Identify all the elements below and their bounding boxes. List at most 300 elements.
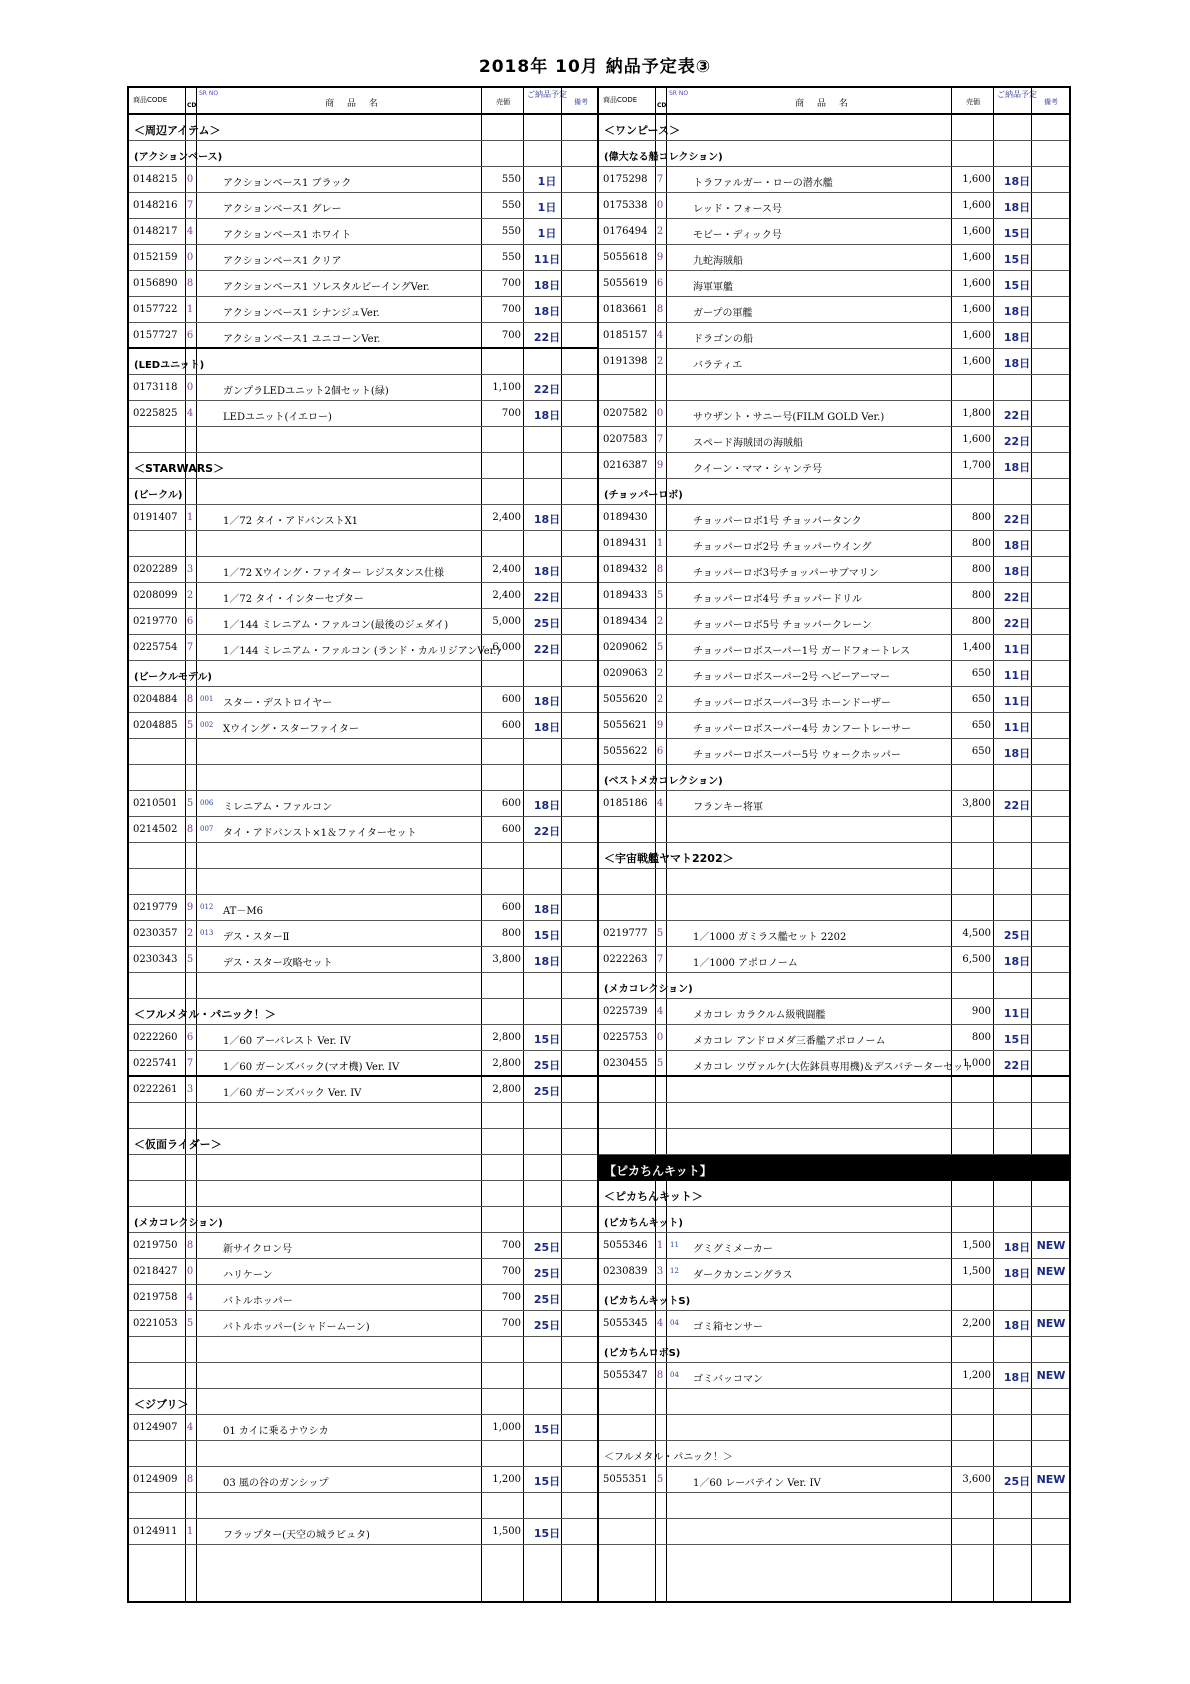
product-name: バラティエ: [693, 360, 743, 371]
section-row: [599, 1181, 1069, 1207]
section-row: [599, 479, 1069, 505]
table-row: [599, 791, 1069, 817]
delivery-date: 25日: [533, 1059, 561, 1072]
product-price: 800: [971, 512, 991, 523]
empty-row: [599, 869, 1069, 895]
section-row: [599, 1207, 1069, 1233]
product-name: バトルホッパー: [223, 1296, 293, 1307]
check-digit: 3: [656, 1266, 664, 1277]
section-row: [129, 115, 597, 141]
product-price: 1,600: [962, 434, 991, 445]
table-header: [129, 88, 597, 115]
product-price: 700: [501, 278, 521, 289]
table-row: [129, 167, 597, 193]
series-number: 11: [670, 1241, 679, 1249]
product-price: 700: [501, 408, 521, 419]
series-number: 012: [200, 903, 214, 911]
product-name: チョッパーロボ4号 チョッパードリル: [693, 594, 862, 605]
product-name: メカコレ アンドロメダ三番艦アポロノーム: [693, 1036, 886, 1047]
table-header: [599, 88, 1069, 115]
section-row: [599, 1337, 1069, 1363]
delivery-date: 18日: [533, 799, 561, 812]
delivery-date: 18日: [533, 513, 561, 526]
product-price: 2,800: [492, 1032, 521, 1043]
check-digit: 8: [186, 694, 194, 705]
product-price: 2,400: [492, 590, 521, 601]
product-name: 海軍軍艦: [693, 282, 733, 293]
product-code: 0189430: [603, 512, 648, 523]
product-price: 800: [971, 564, 991, 575]
check-digit: 7: [186, 1058, 194, 1069]
table-row: [129, 817, 597, 843]
table-row: [129, 947, 597, 973]
product-code: 0202289: [133, 564, 178, 575]
product-code: 0225754: [133, 642, 178, 653]
table-row: [129, 1415, 597, 1441]
empty-row: [129, 1103, 597, 1129]
section-row: [129, 453, 597, 479]
header-cd: CD: [657, 102, 667, 109]
product-name: 1／72 タイ・アドバンストX1: [223, 516, 359, 527]
table-row: [599, 947, 1069, 973]
table-row: [599, 401, 1069, 427]
product-code: 0204884: [133, 694, 178, 705]
check-digit: 2: [656, 694, 664, 705]
empty-row: [129, 765, 597, 791]
table-row: [129, 1311, 597, 1337]
check-digit: 6: [656, 746, 664, 757]
product-price: 1,200: [492, 1474, 521, 1485]
product-name: デス・スター攻略セット: [223, 958, 333, 969]
product-name: 1／60 ガーンズバック Ver. IV: [223, 1088, 362, 1099]
product-name: 1／144 ミレニアム・ファルコン(最後のジェダイ): [223, 620, 449, 631]
product-name: チョッパーロボ5号 チョッパークレーン: [693, 620, 872, 631]
check-digit: 0: [186, 174, 194, 185]
category-label: ＜ジブリ＞: [134, 1398, 189, 1411]
product-price: 650: [971, 720, 991, 731]
product-code: 0208099: [133, 590, 178, 601]
table-row: [129, 557, 597, 583]
delivery-date: 18日: [1003, 357, 1031, 370]
category-label: ＜宇宙戦艦ヤマト2202＞: [604, 852, 734, 865]
check-digit: 5: [186, 1318, 194, 1329]
delivery-date: 22日: [533, 331, 561, 344]
table-row: [599, 1051, 1069, 1077]
product-name: 03 風の谷のガンシップ: [223, 1478, 329, 1489]
product-price: 4,500: [962, 928, 991, 939]
product-name: 1／60 ガーンズバック(マオ機) Ver. IV: [223, 1062, 400, 1073]
product-code: 5055621: [603, 720, 648, 731]
check-digit: 2: [656, 668, 664, 679]
product-name: 01 カイに乗るナウシカ: [223, 1426, 329, 1437]
subcategory-label: (メカコレクション): [604, 984, 693, 995]
product-name: メカコレ カラクルム級戦闘艦: [693, 1010, 826, 1021]
product-name: グミグミメーカー: [693, 1244, 773, 1255]
table-row: [129, 323, 597, 349]
check-digit: 9: [656, 460, 664, 471]
table-row: [129, 193, 597, 219]
empty-row: [599, 1493, 1069, 1519]
product-price: 700: [501, 1318, 521, 1329]
table-row: [129, 895, 597, 921]
header-note: 備考: [574, 98, 588, 106]
note-badge: NEW: [1036, 1239, 1066, 1252]
check-digit: 1: [656, 1240, 664, 1251]
delivery-date: 18日: [1003, 565, 1031, 578]
note-badge: NEW: [1036, 1317, 1066, 1330]
table-row: [599, 1467, 1069, 1493]
check-digit: 7: [186, 642, 194, 653]
left-table: [127, 86, 599, 1603]
empty-row: [599, 895, 1069, 921]
empty-row: [599, 1415, 1069, 1441]
delivery-date: 25日: [533, 1319, 561, 1332]
section-row: [129, 1129, 597, 1155]
product-price: 1,700: [962, 460, 991, 471]
product-code: 5055347: [603, 1370, 648, 1381]
product-name: スター・デストロイヤー: [223, 698, 333, 709]
subcategory-label: (メカコレクション): [134, 1218, 223, 1229]
product-code: 0221053: [133, 1318, 178, 1329]
product-name: モビー・ディック号: [693, 230, 782, 241]
table-row: [129, 609, 597, 635]
product-price: 1,500: [962, 1240, 991, 1251]
product-name: チョッパーロボスーパー2号 ヘビーアーマー: [693, 672, 891, 683]
delivery-date: 11日: [1003, 721, 1031, 734]
product-name: フランキー将軍: [693, 802, 763, 813]
empty-row: [599, 1389, 1069, 1415]
product-price: 1,600: [962, 226, 991, 237]
header-price: 売価: [966, 98, 980, 106]
subcategory-label: (ベストメカコレクション): [604, 776, 723, 787]
product-price: 1,800: [962, 408, 991, 419]
product-name: チョッパーロボスーパー3号 ホーンドーザー: [693, 698, 892, 709]
product-name: アクションベース1 ユニコーンVer.: [223, 334, 381, 345]
product-price: 2,400: [492, 564, 521, 575]
header-date: ご納品予定: [527, 90, 567, 99]
empty-row: [129, 973, 597, 999]
empty-row: [129, 427, 597, 453]
page-title: 2018年 10月 納品予定表③: [478, 57, 712, 77]
table-row: [129, 297, 597, 323]
product-name: 九蛇海賊船: [693, 256, 743, 267]
product-code: 0222261: [133, 1084, 178, 1095]
delivery-date: 18日: [1003, 331, 1031, 344]
header-code: 商品CODE: [603, 96, 638, 104]
product-code: 0124909: [133, 1474, 178, 1485]
series-number: 04: [670, 1319, 679, 1327]
table-row: [129, 687, 597, 713]
check-digit: 3: [186, 564, 194, 575]
product-price: 600: [501, 824, 521, 835]
product-price: 2,200: [962, 1318, 991, 1329]
product-price: 1,600: [962, 356, 991, 367]
delivery-date: 18日: [533, 565, 561, 578]
product-code: 0225739: [603, 1006, 648, 1017]
product-code: 0148217: [133, 226, 178, 237]
product-name: 1／60 レーバテイン Ver. IV: [693, 1478, 821, 1489]
header-sr: SR NO: [199, 90, 219, 97]
empty-row: [129, 739, 597, 765]
empty-row: [129, 1363, 597, 1389]
product-price: 650: [971, 668, 991, 679]
product-name: アクションベース1 グレー: [223, 204, 342, 215]
check-digit: 4: [656, 1006, 664, 1017]
check-digit: 1: [656, 538, 664, 549]
product-name: ガープの軍艦: [693, 308, 753, 319]
table-row: [599, 193, 1069, 219]
delivery-date: 18日: [1003, 539, 1031, 552]
check-digit: 1: [186, 512, 194, 523]
table-row: [599, 1233, 1069, 1259]
delivery-date: 22日: [1003, 1059, 1031, 1072]
right-table: [597, 86, 1071, 1603]
delivery-date: 18日: [1003, 305, 1031, 318]
category-label: ＜ピカちんキット＞: [604, 1190, 703, 1203]
table-row: [599, 557, 1069, 583]
check-digit: 4: [186, 1422, 194, 1433]
delivery-date: 25日: [533, 1293, 561, 1306]
check-digit: 8: [186, 1240, 194, 1251]
product-price: 800: [971, 1032, 991, 1043]
product-code: 0176494: [603, 226, 648, 237]
product-code: 0209063: [603, 668, 648, 679]
check-digit: 5: [656, 642, 664, 653]
product-code: 0219758: [133, 1292, 178, 1303]
delivery-date: 22日: [1003, 799, 1031, 812]
delivery-date: 15日: [1003, 227, 1031, 240]
product-code: 0219770: [133, 616, 178, 627]
delivery-date: 18日: [1003, 461, 1031, 474]
delivery-date: 22日: [533, 643, 561, 656]
table-row: [129, 505, 597, 531]
product-code: 0124907: [133, 1422, 178, 1433]
product-code: 0230839: [603, 1266, 648, 1277]
product-name: 1／1000 アポロノーム: [693, 958, 798, 969]
delivery-date: 15日: [533, 1033, 561, 1046]
delivery-date: 11日: [533, 253, 561, 266]
delivery-date: 18日: [1003, 1241, 1031, 1254]
table-row: [599, 531, 1069, 557]
product-price: 1,200: [962, 1370, 991, 1381]
table-row: [599, 1311, 1069, 1337]
category-label: ＜周辺アイテム＞: [134, 124, 221, 137]
table-row: [599, 1025, 1069, 1051]
product-name: チョッパーロボスーパー4号 カンフートレーサー: [693, 724, 911, 735]
section-row: [599, 765, 1069, 791]
product-name: ミレニアム・ファルコン: [223, 802, 333, 813]
product-name: ゴミバッコマン: [693, 1374, 763, 1385]
table-row: [599, 713, 1069, 739]
table-row: [129, 1259, 597, 1285]
check-digit: 5: [186, 798, 194, 809]
product-name: AT－M6: [223, 906, 263, 917]
delivery-date: 18日: [1003, 201, 1031, 214]
subcategory-label: (ピカちんキット): [604, 1218, 683, 1229]
note-badge: NEW: [1036, 1265, 1066, 1278]
table-row: [129, 921, 597, 947]
table-row: [129, 375, 597, 401]
header-cd: CD: [187, 102, 197, 109]
section-row: [129, 999, 597, 1025]
delivery-date: 25日: [533, 1241, 561, 1254]
product-code: 0207582: [603, 408, 648, 419]
section-row: [129, 661, 597, 687]
product-name: メカコレ ツヴァルケ(大佐鉢員専用機)＆デスバテーターセット: [693, 1062, 974, 1073]
check-digit: 4: [186, 1292, 194, 1303]
product-name: チョッパーロボ2号 チョッパーウイング: [693, 542, 872, 553]
table-row: [599, 167, 1069, 193]
product-price: 1,000: [492, 1422, 521, 1433]
product-price: 900: [971, 1006, 991, 1017]
product-code: 0189433: [603, 590, 648, 601]
product-name: クイーン・ママ・シャンテ号: [693, 464, 823, 475]
empty-row: [129, 1493, 597, 1519]
product-price: 1,600: [962, 278, 991, 289]
table-row: [599, 1363, 1069, 1389]
delivery-date: 18日: [533, 305, 561, 318]
check-digit: 9: [656, 720, 664, 731]
category-label: ＜フルメタル・パニック！＞: [134, 1008, 276, 1021]
delivery-date: 18日: [533, 279, 561, 292]
product-price: 6,000: [492, 642, 521, 653]
empty-row: [599, 1077, 1069, 1103]
product-price: 800: [971, 590, 991, 601]
product-code: 0185186: [603, 798, 648, 809]
product-name: ドラゴンの船: [693, 334, 753, 345]
product-price: 600: [501, 798, 521, 809]
product-code: 0210501: [133, 798, 178, 809]
delivery-date: 18日: [533, 955, 561, 968]
section-row: [129, 141, 597, 167]
product-name: アクションベース1 シナンジュVer.: [223, 308, 380, 319]
table-row: [599, 687, 1069, 713]
product-price: 700: [501, 1266, 521, 1277]
product-name: トラファルガー・ローの潜水艦: [693, 178, 833, 189]
product-code: 0230343: [133, 954, 178, 965]
table-row: [129, 1519, 597, 1545]
delivery-date: 25日: [1003, 929, 1031, 942]
product-name: アクションベース1 ブラック: [223, 178, 352, 189]
check-digit: 1: [186, 304, 194, 315]
series-number: 04: [670, 1371, 679, 1379]
product-price: 3,800: [492, 954, 521, 965]
check-digit: 2: [656, 616, 664, 627]
product-code: 5055620: [603, 694, 648, 705]
check-digit: 6: [186, 1032, 194, 1043]
product-code: 0175298: [603, 174, 648, 185]
check-digit: 1: [186, 1526, 194, 1537]
section-row: [129, 479, 597, 505]
delivery-date: 11日: [1003, 1007, 1031, 1020]
check-digit: 6: [186, 616, 194, 627]
delivery-date: 15日: [1003, 1033, 1031, 1046]
check-digit: 2: [186, 928, 194, 939]
section-banner: 【ピカちんキット】: [604, 1164, 712, 1178]
section-row: [599, 843, 1069, 869]
product-code: 0191398: [603, 356, 648, 367]
category-label: ＜仮面ライダー＞: [134, 1138, 222, 1151]
empty-row: [129, 1441, 597, 1467]
delivery-date: 18日: [1003, 175, 1031, 188]
product-price: 2,800: [492, 1084, 521, 1095]
table-row: [599, 427, 1069, 453]
product-code: 0189431: [603, 538, 648, 549]
product-name: LEDユニット(イエロー): [223, 412, 332, 423]
series-number: 002: [200, 721, 214, 729]
check-digit: 8: [186, 278, 194, 289]
subcategory-label: (偉大なる船コレクション): [604, 152, 723, 163]
section-row: [599, 1441, 1069, 1467]
product-name: スペード海賊団の海賊船: [693, 438, 803, 449]
check-digit: 4: [656, 798, 664, 809]
check-digit: 9: [656, 252, 664, 263]
category-label: ＜ワンピース＞: [604, 124, 681, 137]
product-code: 0185157: [603, 330, 648, 341]
table-row: [599, 661, 1069, 687]
product-name: 1／72 タイ・インターセプター: [223, 594, 364, 605]
check-digit: 5: [186, 954, 194, 965]
check-digit: 5: [186, 720, 194, 731]
check-digit: 8: [186, 824, 194, 835]
product-code: 5055619: [603, 278, 648, 289]
empty-row: [599, 817, 1069, 843]
section-row: [599, 1155, 1069, 1181]
delivery-date: 18日: [533, 695, 561, 708]
check-digit: 2: [186, 590, 194, 601]
product-name: ゴミ箱センサー: [693, 1322, 763, 1333]
product-code: 5055622: [603, 746, 648, 757]
header-note: 備考: [1044, 98, 1058, 106]
subcategory-label: (アクションベース): [134, 152, 223, 163]
product-name: フラップター(天空の城ラピュタ): [223, 1530, 370, 1541]
product-name: アクションベース1 クリア: [223, 256, 342, 267]
product-code: 0175338: [603, 200, 648, 211]
table-row: [129, 583, 597, 609]
product-code: 0222263: [603, 954, 648, 965]
product-code: 0214502: [133, 824, 178, 835]
note-badge: NEW: [1036, 1369, 1066, 1382]
product-name: ガンプラLEDユニット2個セット(緑): [223, 386, 389, 397]
delivery-date: 18日: [1003, 1267, 1031, 1280]
table-row: [599, 323, 1069, 349]
check-digit: 8: [656, 1370, 664, 1381]
product-price: 550: [501, 200, 521, 211]
subcategory-label: (ピカちんキットS): [604, 1296, 691, 1307]
delivery-date: 15日: [533, 1423, 561, 1436]
product-price: 800: [501, 928, 521, 939]
product-price: 1,400: [962, 642, 991, 653]
section-row: [599, 115, 1069, 141]
product-code: 5055345: [603, 1318, 648, 1329]
product-code: 0189434: [603, 616, 648, 627]
check-digit: 2: [656, 226, 664, 237]
product-name: サウザント・サニー号(FILM GOLD Ver.): [693, 412, 885, 423]
delivery-date: 15日: [1003, 279, 1031, 292]
check-digit: 4: [186, 408, 194, 419]
product-code: 0216387: [603, 460, 648, 471]
product-price: 1,100: [492, 382, 521, 393]
check-digit: 0: [656, 200, 664, 211]
delivery-date: 25日: [533, 1267, 561, 1280]
delivery-date: 15日: [533, 1475, 561, 1488]
check-digit: 7: [656, 954, 664, 965]
product-code: 0157727: [133, 330, 178, 341]
check-digit: 4: [186, 226, 194, 237]
product-name: アクションベース1 ホワイト: [223, 230, 352, 241]
product-code: 0218427: [133, 1266, 178, 1277]
table-row: [129, 791, 597, 817]
